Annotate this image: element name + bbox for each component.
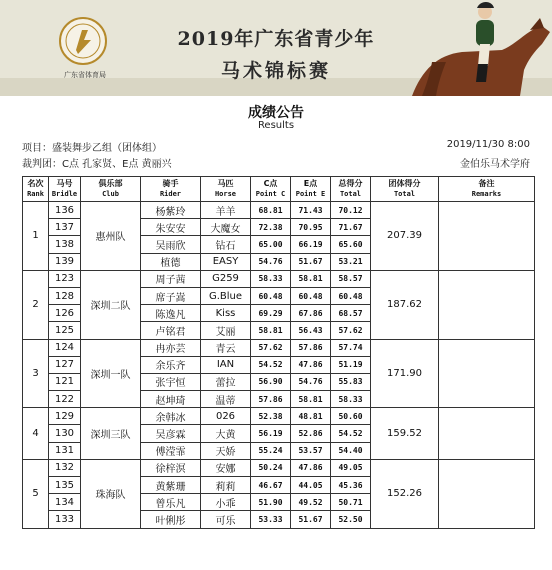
table-row	[23, 408, 535, 425]
club-cell: 珠海队	[81, 459, 141, 528]
horse-cell: 温蒂	[201, 391, 251, 408]
point-c-cell: 50.24	[251, 459, 291, 476]
bridle-cell: 138	[49, 236, 81, 253]
horse-cell: 安娜	[201, 459, 251, 476]
point-e-cell: 47.86	[291, 356, 331, 373]
club-cell: 深圳二队	[81, 270, 141, 339]
point-e-cell: 58.81	[291, 391, 331, 408]
sports-bureau-logo-icon	[58, 16, 108, 66]
header-point-c: C点 Point C	[251, 177, 291, 202]
horse-cell: 大魔女	[201, 219, 251, 236]
results-table	[22, 176, 535, 529]
total-cell: 52.50	[331, 511, 371, 528]
judges-panel: 裁判团：C点 孔家贤、E点 黄丽兴	[22, 159, 172, 170]
total-cell: 65.60	[331, 236, 371, 253]
horse-cell: 青云	[201, 339, 251, 356]
header-rider: 骑手 Rider	[141, 177, 201, 202]
rider-cell: 张宇恒	[141, 373, 201, 390]
point-c-cell: 54.52	[251, 356, 291, 373]
total-cell: 57.74	[331, 339, 371, 356]
club-cell: 惠州队	[81, 202, 141, 271]
point-e-cell: 70.95	[291, 219, 331, 236]
point-c-cell: 54.76	[251, 253, 291, 270]
header-club: 俱乐部 Club	[81, 177, 141, 202]
rider-cell: 朱安安	[141, 219, 201, 236]
total-cell: 50.71	[331, 494, 371, 511]
total-cell: 50.60	[331, 408, 371, 425]
horse-cell: IAN	[201, 356, 251, 373]
horse-cell: 大黄	[201, 425, 251, 442]
point-e-cell: 48.81	[291, 408, 331, 425]
horse-cell: 艾丽	[201, 322, 251, 339]
bridle-cell: 139	[49, 253, 81, 270]
team-total-cell: 152.26	[371, 459, 439, 528]
club-cell: 深圳一队	[81, 339, 141, 408]
remarks-cell	[439, 459, 535, 528]
header-team-total: 团体得分 Total	[371, 177, 439, 202]
rider-cell: 曾乐凡	[141, 494, 201, 511]
header-banner	[0, 0, 552, 96]
point-c-cell: 65.00	[251, 236, 291, 253]
point-c-cell: 55.24	[251, 442, 291, 459]
bridle-cell: 128	[49, 287, 81, 304]
total-cell: 58.57	[331, 270, 371, 287]
point-e-cell: 60.48	[291, 287, 331, 304]
rider-cell: 徐梓溟	[141, 459, 201, 476]
total-cell: 70.12	[331, 202, 371, 219]
horse-cell: Kiss	[201, 305, 251, 322]
rider-cell: 冉亦芸	[141, 339, 201, 356]
point-c-cell: 46.67	[251, 477, 291, 494]
rider-cell: 席子嵩	[141, 287, 201, 304]
total-cell: 71.67	[331, 219, 371, 236]
rider-cell: 叶俐彤	[141, 511, 201, 528]
rider-cell: 卢铭君	[141, 322, 201, 339]
bridle-cell: 131	[49, 442, 81, 459]
point-e-cell: 71.43	[291, 202, 331, 219]
bridle-cell: 134	[49, 494, 81, 511]
rank-cell: 3	[23, 339, 49, 408]
bridle-cell: 125	[49, 322, 81, 339]
remarks-cell	[439, 270, 535, 339]
point-c-cell: 57.86	[251, 391, 291, 408]
total-cell: 54.52	[331, 425, 371, 442]
total-cell: 51.19	[331, 356, 371, 373]
point-e-cell: 44.05	[291, 477, 331, 494]
header-horse: 马匹 Horse	[201, 177, 251, 202]
point-c-cell: 72.38	[251, 219, 291, 236]
table-row	[23, 459, 535, 476]
rider-cell: 余韩冰	[141, 408, 201, 425]
venue-name: 金伯乐马术学府	[460, 159, 530, 170]
horse-cell: 天娇	[201, 442, 251, 459]
rank-cell: 1	[23, 202, 49, 271]
rider-cell: 吴雨欣	[141, 236, 201, 253]
point-e-cell: 53.57	[291, 442, 331, 459]
results-heading: 成绩公告	[248, 105, 304, 121]
horse-rider-illustration-icon	[392, 0, 552, 96]
results-heading-en: Results	[257, 120, 295, 131]
horse-cell: 钻石	[201, 236, 251, 253]
team-total-cell: 159.52	[371, 408, 439, 460]
table-row	[23, 339, 535, 356]
total-cell: 58.33	[331, 391, 371, 408]
point-c-cell: 69.29	[251, 305, 291, 322]
rider-cell: 周子茜	[141, 270, 201, 287]
horse-cell: 小乖	[201, 494, 251, 511]
team-total-cell: 207.39	[371, 202, 439, 271]
rider-cell: 赵坤琦	[141, 391, 201, 408]
point-c-cell: 53.33	[251, 511, 291, 528]
bridle-cell: 121	[49, 373, 81, 390]
bridle-cell: 137	[49, 219, 81, 236]
point-e-cell: 57.86	[291, 339, 331, 356]
total-cell: 57.62	[331, 322, 371, 339]
bridle-cell: 127	[49, 356, 81, 373]
team-total-cell: 171.90	[371, 339, 439, 408]
club-cell: 深圳三队	[81, 408, 141, 460]
remarks-cell	[439, 408, 535, 460]
total-cell: 55.83	[331, 373, 371, 390]
total-cell: 53.21	[331, 253, 371, 270]
bridle-cell: 122	[49, 391, 81, 408]
point-e-cell: 54.76	[291, 373, 331, 390]
bridle-cell: 132	[49, 459, 81, 476]
point-c-cell: 57.62	[251, 339, 291, 356]
bridle-cell: 123	[49, 270, 81, 287]
horse-cell: EASY	[201, 253, 251, 270]
total-cell: 54.40	[331, 442, 371, 459]
header-point-e: E点 Point E	[291, 177, 331, 202]
event-datetime: 2019/11/30 8:00	[446, 139, 530, 150]
event-subtitle: 马术锦标赛	[220, 60, 331, 82]
point-c-cell: 52.38	[251, 408, 291, 425]
rider-cell: 杨紫玲	[141, 202, 201, 219]
rider-cell: 植德	[141, 253, 201, 270]
point-c-cell: 60.48	[251, 287, 291, 304]
remarks-cell	[439, 339, 535, 408]
horse-cell: 可乐	[201, 511, 251, 528]
point-e-cell: 52.86	[291, 425, 331, 442]
point-c-cell: 58.81	[251, 322, 291, 339]
bridle-cell: 129	[49, 408, 81, 425]
horse-cell: 莉莉	[201, 477, 251, 494]
bridle-cell: 133	[49, 511, 81, 528]
total-cell: 45.36	[331, 477, 371, 494]
header-bridle: 马号 Bridle	[49, 177, 81, 202]
point-c-cell: 51.90	[251, 494, 291, 511]
point-e-cell: 67.86	[291, 305, 331, 322]
bridle-cell: 126	[49, 305, 81, 322]
point-c-cell: 56.90	[251, 373, 291, 390]
remarks-cell	[439, 202, 535, 271]
results-body	[23, 202, 535, 529]
horse-cell: 026	[201, 408, 251, 425]
team-total-cell: 187.62	[371, 270, 439, 339]
rider-cell: 黄紫珊	[141, 477, 201, 494]
rank-cell: 5	[23, 459, 49, 528]
point-c-cell: 58.33	[251, 270, 291, 287]
horse-cell: 羊羊	[201, 202, 251, 219]
total-cell: 68.57	[331, 305, 371, 322]
rider-cell: 傅滢霏	[141, 442, 201, 459]
event-title: 2019年广东省青少年	[177, 28, 375, 50]
point-e-cell: 49.52	[291, 494, 331, 511]
point-e-cell: 47.86	[291, 459, 331, 476]
rank-cell: 2	[23, 270, 49, 339]
organizer-name: 广东省体育局	[64, 71, 106, 79]
point-e-cell: 51.67	[291, 511, 331, 528]
table-header-row	[23, 177, 535, 202]
rider-cell: 陈逸凡	[141, 305, 201, 322]
rider-cell: 余乐齐	[141, 356, 201, 373]
point-e-cell: 66.19	[291, 236, 331, 253]
header-total: 总得分 Total	[331, 177, 371, 202]
total-cell: 60.48	[331, 287, 371, 304]
event-project: 项目：盛装舞步乙组（团体组）	[22, 143, 162, 154]
rank-cell: 4	[23, 408, 49, 460]
horse-cell: G259	[201, 270, 251, 287]
total-cell: 49.05	[331, 459, 371, 476]
point-c-cell: 56.19	[251, 425, 291, 442]
point-c-cell: 68.81	[251, 202, 291, 219]
bridle-cell: 135	[49, 477, 81, 494]
table-row	[23, 202, 535, 219]
point-e-cell: 58.81	[291, 270, 331, 287]
bridle-cell: 124	[49, 339, 81, 356]
point-e-cell: 51.67	[291, 253, 331, 270]
header-remarks: 备注 Remarks	[439, 177, 535, 202]
bridle-cell: 130	[49, 425, 81, 442]
horse-cell: 蕾拉	[201, 373, 251, 390]
point-e-cell: 56.43	[291, 322, 331, 339]
header-rank: 名次 Rank	[23, 177, 49, 202]
bridle-cell: 136	[49, 202, 81, 219]
horse-cell: G.Blue	[201, 287, 251, 304]
rider-cell: 吴彦霖	[141, 425, 201, 442]
table-row	[23, 270, 535, 287]
